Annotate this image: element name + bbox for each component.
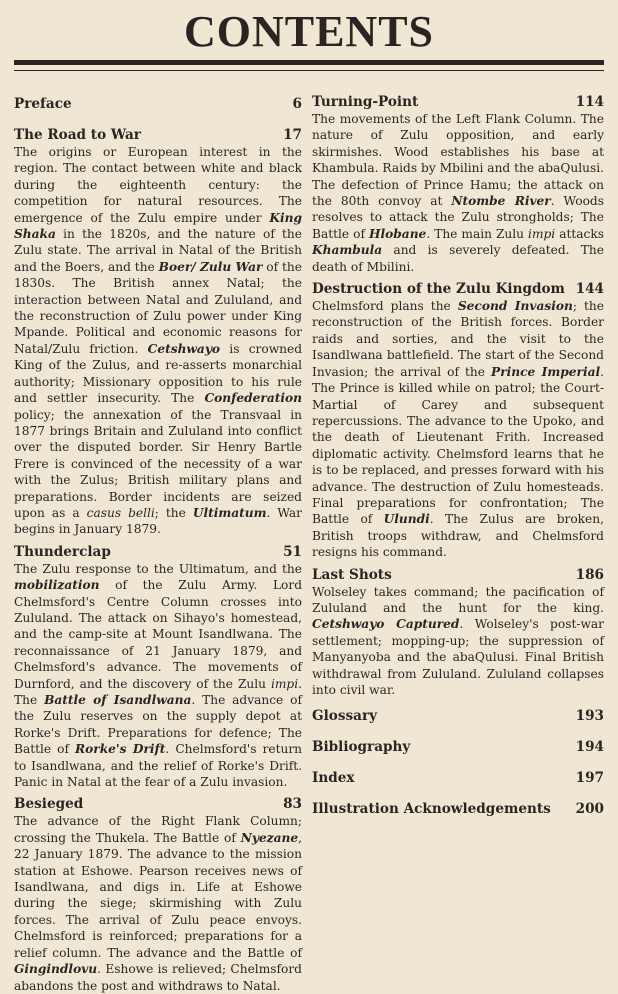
- entry-description: Chelmsford plans the Second Invasion; the reconstruction of the British forces. Border raids and sorties, and the visit to the Isandlwana battlefield. The start of the Second Invasion; the arrival of the Prince Imperial. The Prince is killed while on patrol; the Court-Martial of Carey and subsequent repercussions. The advance to the Upoko, and the death of Lieutenant Frith. Increased diplomatic activity. Chelmsford learns that he is to be replaced, and presses forward with his advance. The destruction of Zulu homesteads. Final preparations for confrontation; The Battle of Ulundi. The Zulus are broken, British troops withdraw, and Chelmsford resigns his command.: [312, 299, 605, 560]
- entry-page: 51: [283, 543, 302, 560]
- left-column: [14, 96, 302, 994]
- toc-entry-preface[interactable]: [14, 96, 302, 113]
- entry-page: 17: [283, 127, 302, 143]
- entry-page: 114: [575, 94, 604, 110]
- toc-entry-road-to-war[interactable]: [14, 127, 302, 538]
- title-rule-thick: [14, 60, 604, 65]
- entry-page: 83: [283, 796, 302, 813]
- entry-title: Bibliography: [312, 739, 411, 756]
- entry-title: Index: [312, 770, 355, 787]
- entry-title: The Road to War: [14, 127, 141, 143]
- entry-description: The advance of the Right Flank Column; crossing the Thukela. The Battle of Nyezane, 22 January 1879. The advance to the mission station at Eshowe. Pearson receives news of Isandlwana, and digs in. Life at Eshowe during the siege; skirmishing with Zulu forces. The arrival of Zulu peace envoys. Chelmsford is reinforced; preparations for a relief column. The advance and the Battle of Gingindlovu. Eshowe is relieved; Chelmsford abandons the post and withdraws to Natal.: [14, 814, 302, 993]
- entry-description: Wolseley takes command; the pacification of Zululand and the hunt for the king. Cetshwayo Captured. Wolseley's post-war settlement; mopping-up; the suppression of Manyanyoba and the abaQulusi. Final British withdrawal from Zululand. Zululand collapses into civil war.: [312, 584, 604, 697]
- right-column: [312, 94, 604, 818]
- entry-title: Preface: [14, 96, 72, 112]
- toc-entry-glossary[interactable]: [312, 708, 604, 725]
- entry-page: 193: [575, 708, 604, 725]
- toc-entry-thunderclap[interactable]: [14, 544, 302, 791]
- toc-entry-bibliography[interactable]: [312, 739, 604, 756]
- toc-entry-besieged[interactable]: [14, 796, 302, 993]
- entry-title: Thunderclap: [14, 543, 111, 560]
- entry-title: Besieged: [14, 796, 84, 813]
- entry-title: Turning-Point: [312, 94, 419, 110]
- entry-title: Illustration Acknowledgements: [312, 801, 551, 818]
- entry-title: Destruction of the Zulu Kingdom: [312, 281, 565, 298]
- entry-page: 144: [575, 281, 604, 298]
- toc-entry-index[interactable]: [312, 770, 604, 787]
- toc-entry-turning-point[interactable]: [312, 94, 604, 275]
- entry-page: 6: [292, 96, 302, 112]
- entry-description: The Zulu response to the Ultimatum, and the mobilization of the Zulu Army. Lord Chelmsford's Centre Column crosses into Zululand. The attack on Sihayo's homestead, and the camp-site at Mount Isandlwana. The reconnaissance of 21 January 1879, and Chelmsford's advance. The movements of Durnford, and the discovery of the Zulu impi. The Battle of Isandlwana. The advance of the Zulu reserves on the supply depot at Rorke's Drift. Preparations for defence; The Battle of Rorke's Drift. Chelmsford's return to Isandlwana, and the relief of Rorke's Drift. Panic in Natal at the fear of a Zulu invasion.: [14, 561, 302, 790]
- entry-description: The movements of the Left Flank Column. The nature of Zulu opposition, and early skirmishes. Wood establishes his base at Khambula. Raids by Mbilini and the abaQulusi. The defection of Prince Hamu; the attack on the 80th convoy at Ntombe River. Woods resolves to attack the Zulu strongholds; The Battle of Hlobane. The main Zulu impi attacks Khambula and is severely defeated. The death of Mbilini.: [312, 112, 605, 274]
- entry-page: 186: [575, 566, 604, 583]
- entry-title: Glossary: [312, 708, 378, 725]
- entry-page: 197: [575, 770, 604, 787]
- title-rule-thin: [14, 70, 604, 71]
- entry-title: Last Shots: [312, 566, 392, 583]
- entry-page: 200: [575, 801, 604, 818]
- toc-entry-illustrations[interactable]: [312, 801, 604, 818]
- entry-page: 194: [575, 739, 604, 756]
- toc-entry-destruction[interactable]: [312, 281, 604, 561]
- toc-entry-last-shots[interactable]: [312, 567, 604, 699]
- entry-description: The origins or European interest in the region. The contact between white and black during the eighteenth century: the competition for natural resources. The emergence of the Zulu empire under King Shaka in the 1820s, and the nature of the Zulu state. The arrival in Natal of the British and the Boers, and the Boer/ Zulu War of the 1830s. The British annex Natal; the interaction between Natal and Zululand, and the reconstruction of Zulu power under King Mpande. Political and economic reasons for Natal/Zulu friction. Cetshwayo is crowned King of the Zulus, and re-asserts monarchial authority; Missionary opposition to his rule and settler insecurity. The Confederation policy; the annexation of the Transvaal in 1877 brings Britain and Zululand into conflict over the disputed border. Sir Henry Bartle Frere is convinced of the necessity of a war with the Zulus; British military plans and preparations. Border incidents are seized upon as a casus belli; the Ultimatum. War begins in January 1879.: [14, 145, 303, 537]
- page-title: CONTENTS: [183, 7, 435, 56]
